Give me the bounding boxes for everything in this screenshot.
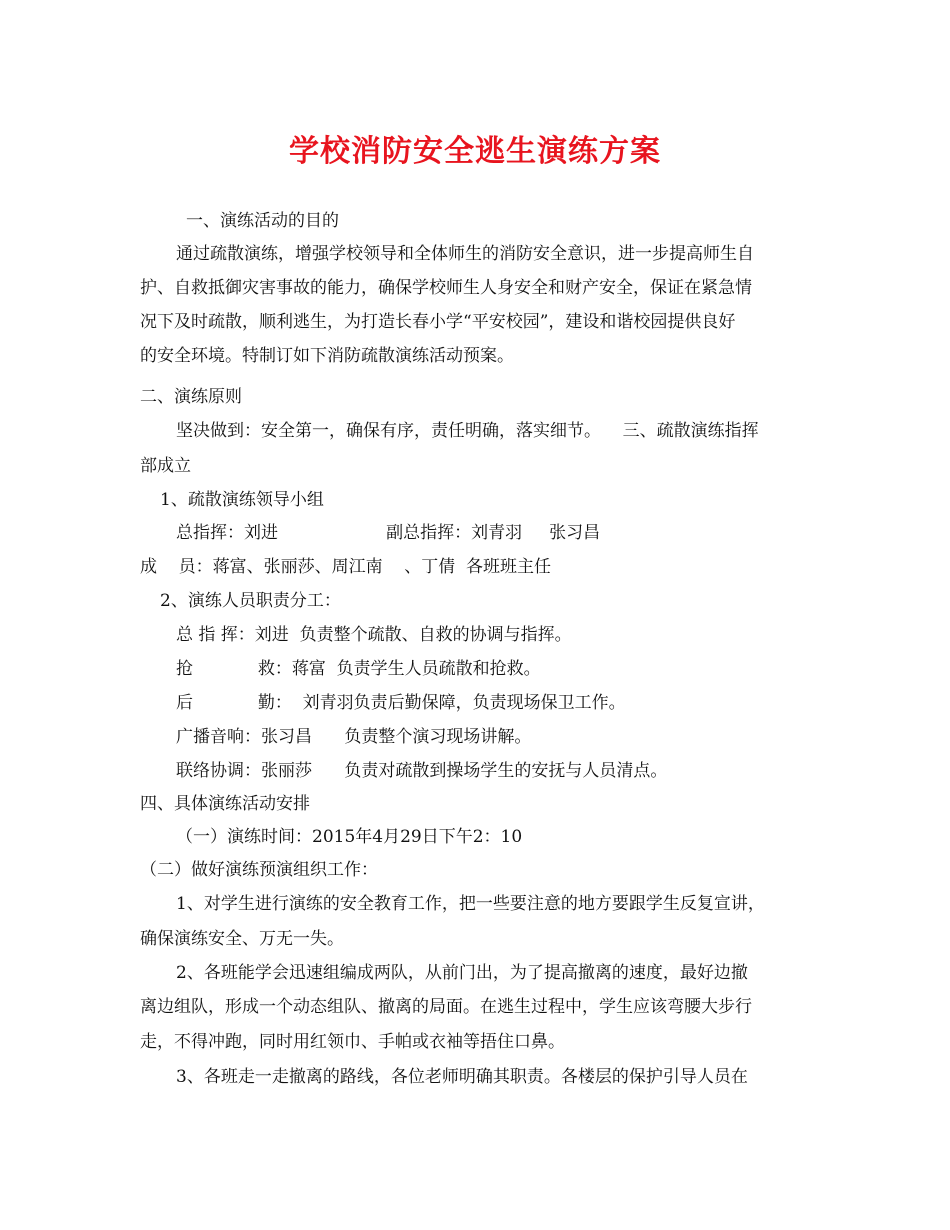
- paragraph-line: 况下及时疏散，顺利逃生，为打造长春小学“平安校园”，建设和谐校园提供良好: [140, 312, 736, 332]
- paragraph-line: 确保演练安全、万无一失。: [140, 929, 344, 949]
- duty-line: 后 勤： 刘青羽负责后勤保障，负责现场保卫工作。: [176, 693, 626, 713]
- paragraph-line: 3、各班走一走撤离的路线，各位老师明确其职责。各楼层的保护引导人员在: [176, 1067, 748, 1087]
- paragraph-line: 2、各班能学会迅速组编成两队，从前门出，为了提高撤离的速度，最好边撤: [176, 963, 748, 983]
- subsection-heading: 2、演练人员职责分工：: [160, 591, 341, 611]
- section-heading-1: 一、演练活动的目的: [186, 211, 339, 231]
- paragraph-line: （一）演练时间：2015年4月29日下午2：10: [176, 827, 523, 847]
- duty-line: 联络协调：张丽莎 负责对疏散到操场学生的安抚与人员清点。: [176, 761, 668, 781]
- paragraph-line: 的安全环境。特制订如下消防疏散演练活动预案。: [140, 346, 514, 366]
- paragraph-line: 通过疏散演练，增强学校领导和全体师生的消防安全意识，进一步提高师生自: [176, 244, 754, 264]
- subsection-heading: 1、疏散演练领导小组: [160, 490, 324, 510]
- paragraph-line: 走，不得冲跑，同时用红领巾、手帕或衣袖等捂住口鼻。: [140, 1032, 565, 1052]
- paragraph-line: （二）做好演练预演组织工作：: [140, 860, 378, 880]
- paragraph-line: 离边组队，形成一个动态组队、撤离的局面。在逃生过程中，学生应该弯腰大步行: [140, 997, 752, 1017]
- paragraph-line: 护、自救抵御灾害事故的能力，确保学校师生人身安全和财产安全，保证在紧急情: [140, 278, 752, 298]
- duty-line: 广播音响：张习昌 负责整个演习现场讲解。: [176, 727, 532, 747]
- paragraph-line: 成 员：蒋富、张丽莎、周江南 、丁倩 各班班主任: [140, 557, 552, 577]
- document-title: 学校消防安全逃生演练方案: [289, 134, 661, 169]
- paragraph-line: 1、对学生进行演练的安全教育工作，把一些要注意的地方要跟学生反复宣讲，: [176, 894, 765, 914]
- section-heading-2: 二、演练原则: [140, 387, 242, 407]
- section-heading-4: 四、具体演练活动安排: [140, 794, 310, 814]
- paragraph-line: 部成立: [140, 456, 191, 476]
- paragraph-line: 坚决做到：安全第一，确保有序，责任明确，落实细节。 三、疏散演练指挥: [176, 421, 759, 441]
- duty-line: 抢 救：蒋富 负责学生人员疏散和抢救。: [176, 659, 541, 679]
- paragraph-line: 总指挥：刘进 副总指挥：刘青羽 张习昌: [176, 523, 601, 543]
- duty-line: 总 指 挥：刘进 负责整个疏散、自救的协调与指挥。: [176, 625, 572, 645]
